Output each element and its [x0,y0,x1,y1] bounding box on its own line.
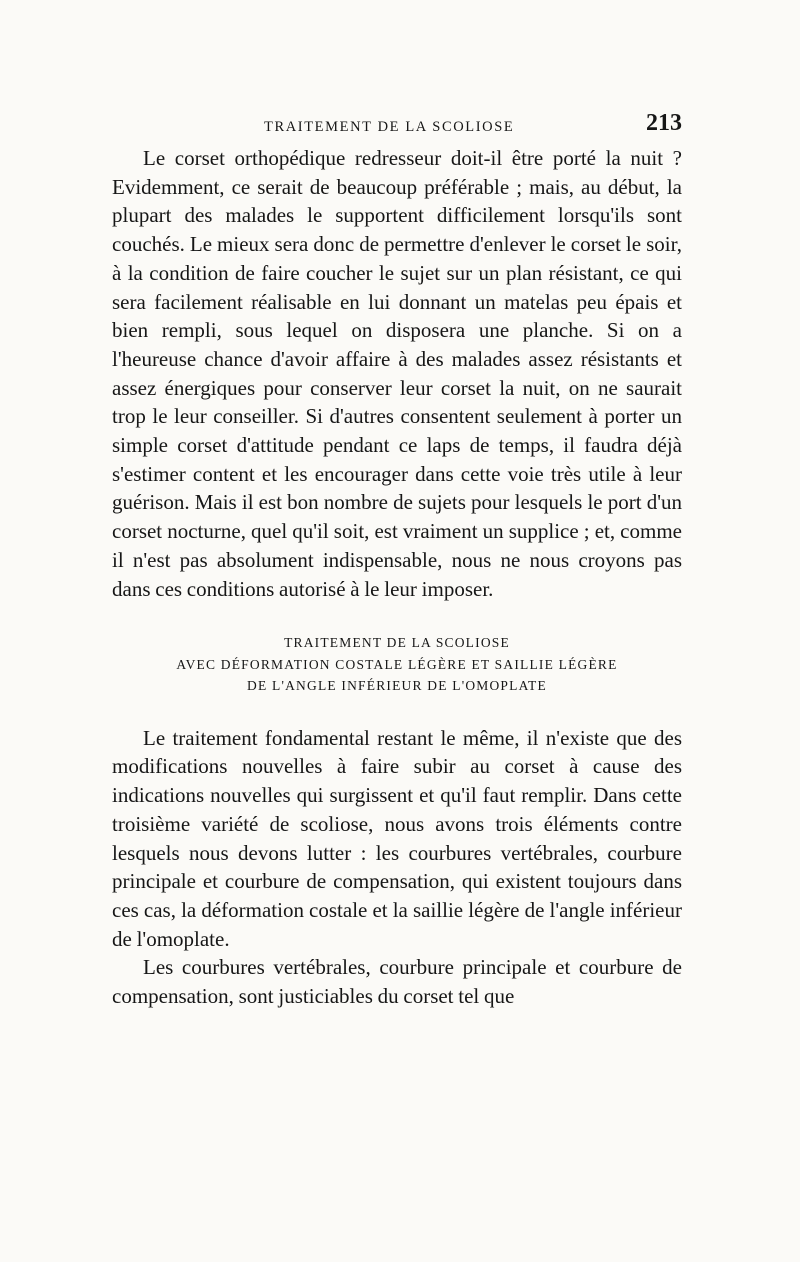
paragraph-night-corset: Le corset orthopédique redresseur doit-il être porté la nuit ? Evidemment, ce serait de beaucoup préférable ; mais, au début, la plupart des malades le supportent difficilement lorsqu'ils sont couchés. Le mieux sera donc de permettre d'enlever le corset le soir, à la condition de faire coucher le sujet sur un plan résistant, ce qui sera facilement réalisable en lui donnant un matelas peu épais et bien rempli, sous lequel on disposera une planche. Si on a l'heureuse chance d'avoir affaire à des malades assez résistants et assez énergiques pour conserver leur corset la nuit, on ne saurait trop le leur conseiller. Si d'autres consentent seulement à porter un simple corset d'attitude pendant ce laps de temps, il faudra déjà s'estimer content et les encourager dans cette voie très utile à leur guérison. Mais il est bon nombre de sujets pour lesquels le port d'un corset nocturne, quel qu'il soit, est vraiment un supplice ; et, comme il n'est pas absolument indispensable, nous ne nous croyons pas dans ces conditions autorisé à le leur imposer. [112,146,682,601]
section-heading-line-1: TRAITEMENT DE LA SCOLIOSE [284,635,510,651]
paragraph-vertebral-curves: Les courbures vertébrales, courbure principale et courbure de compensation, sont justiciables du corset tel que [112,955,682,1009]
section-heading [112,632,682,697]
book-page [112,110,682,1011]
running-head-title: TRAITEMENT DE LA SCOLIOSE [264,119,515,135]
section-heading-line-3: DE L'ANGLE INFÉRIEUR DE L'OMOPLATE [247,678,547,694]
paragraph-fundamental-treatment: Le traitement fondamental restant le même, il n'existe que des modifications nouvelles à faire subir au corset à cause des indications nouvelles qui surgissent et qu'il faut remplir. Dans cette troisième variété de scoliose, nous avons trois éléments contre lesquels nous devons lutter : les courbures vertébrales, courbure principale et courbure de compensation, qui existent toujours dans ces cas, la déformation costale et la saillie légère de l'angle inférieur de l'omoplate. [112,725,682,951]
section-heading-line-2: AVEC DÉFORMATION COSTALE LÉGÈRE ET SAILLIE LÉGÈRE [176,656,618,672]
running-head [112,110,682,144]
page-number: 213 [646,110,682,136]
